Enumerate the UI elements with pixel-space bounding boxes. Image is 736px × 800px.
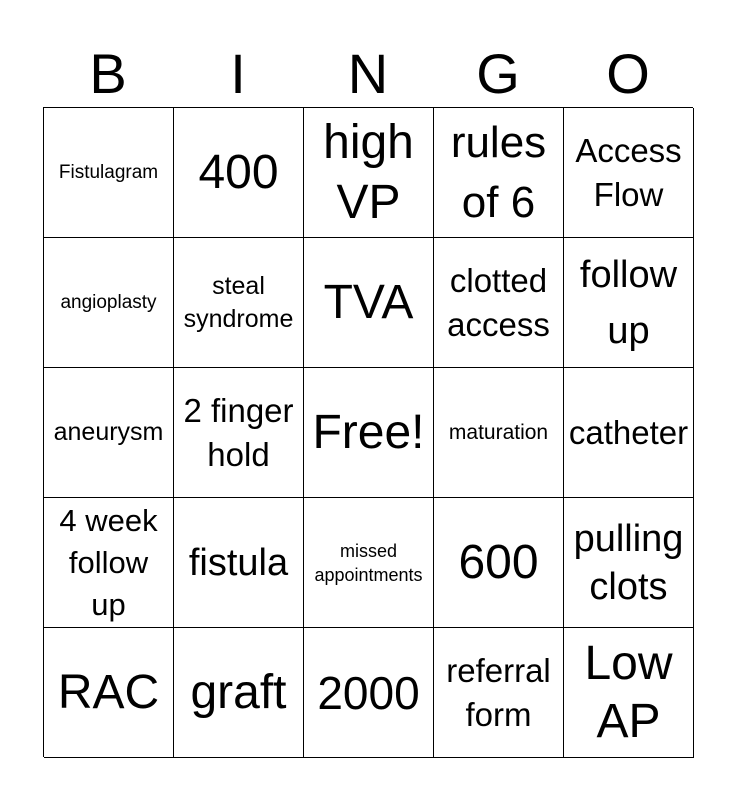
cell-text: missed appointments (314, 540, 423, 585)
bingo-cell[interactable] (564, 108, 694, 238)
bingo-cell[interactable] (44, 628, 174, 758)
bingo-cell[interactable] (44, 498, 174, 628)
cell-text: TVA (323, 275, 414, 329)
cell-text: Low AP (584, 636, 673, 748)
bingo-cell[interactable] (174, 238, 304, 368)
cell-text: Access Flow (575, 131, 682, 213)
cell-text: rules of 6 (450, 117, 547, 227)
bingo-header (43, 40, 693, 108)
header-letter-n: N (347, 42, 389, 105)
bingo-cell[interactable] (304, 498, 434, 628)
bingo-cell[interactable] (564, 238, 694, 368)
cell-text: high VP (323, 115, 414, 229)
bingo-grid (43, 107, 693, 757)
bingo-cell[interactable] (434, 498, 564, 628)
bingo-cell[interactable] (564, 368, 694, 498)
cell-text: fistula (188, 541, 289, 584)
cell-text: 400 (198, 145, 279, 199)
bingo-cell[interactable] (174, 108, 304, 238)
cell-text: follow up (579, 253, 678, 352)
bingo-cell[interactable] (564, 628, 694, 758)
cell-text: referral form (446, 651, 551, 733)
cell-text: steal syndrome (183, 271, 294, 333)
bingo-cell[interactable] (174, 368, 304, 498)
cell-text: catheter (568, 413, 689, 451)
bingo-cell[interactable] (434, 108, 564, 238)
bingo-cell[interactable] (434, 628, 564, 758)
bingo-cell[interactable] (174, 628, 304, 758)
bingo-cell[interactable] (434, 368, 564, 498)
cell-text: clotted access (447, 261, 550, 343)
cell-text: pulling clots (573, 517, 684, 608)
cell-text: Free! (312, 405, 425, 459)
bingo-cell[interactable] (174, 498, 304, 628)
bingo-cell[interactable] (44, 238, 174, 368)
header-letter-g: G (476, 42, 520, 105)
cell-text: 4 week follow up (59, 502, 158, 622)
cell-text: 2 finger hold (183, 391, 294, 473)
bingo-cell[interactable] (44, 108, 174, 238)
cell-text: RAC (57, 665, 160, 719)
header-letter-b: B (89, 42, 127, 105)
cell-text: 600 (458, 535, 539, 589)
bingo-cell[interactable] (564, 498, 694, 628)
bingo-cell[interactable] (304, 108, 434, 238)
cell-text: graft (190, 665, 287, 719)
cell-text: maturation (448, 421, 549, 444)
cell-text: 2000 (317, 666, 420, 719)
bingo-cell[interactable] (304, 368, 434, 498)
header-letter-i: I (230, 42, 246, 105)
cell-text: angioplasty (60, 291, 157, 313)
cell-text: aneurysm (53, 418, 164, 446)
bingo-cell[interactable] (44, 368, 174, 498)
bingo-cell[interactable] (304, 238, 434, 368)
bingo-cell[interactable] (434, 238, 564, 368)
header-letter-o: O (606, 42, 650, 105)
bingo-cell[interactable] (304, 628, 434, 758)
cell-text: Fistulagram (58, 161, 159, 183)
